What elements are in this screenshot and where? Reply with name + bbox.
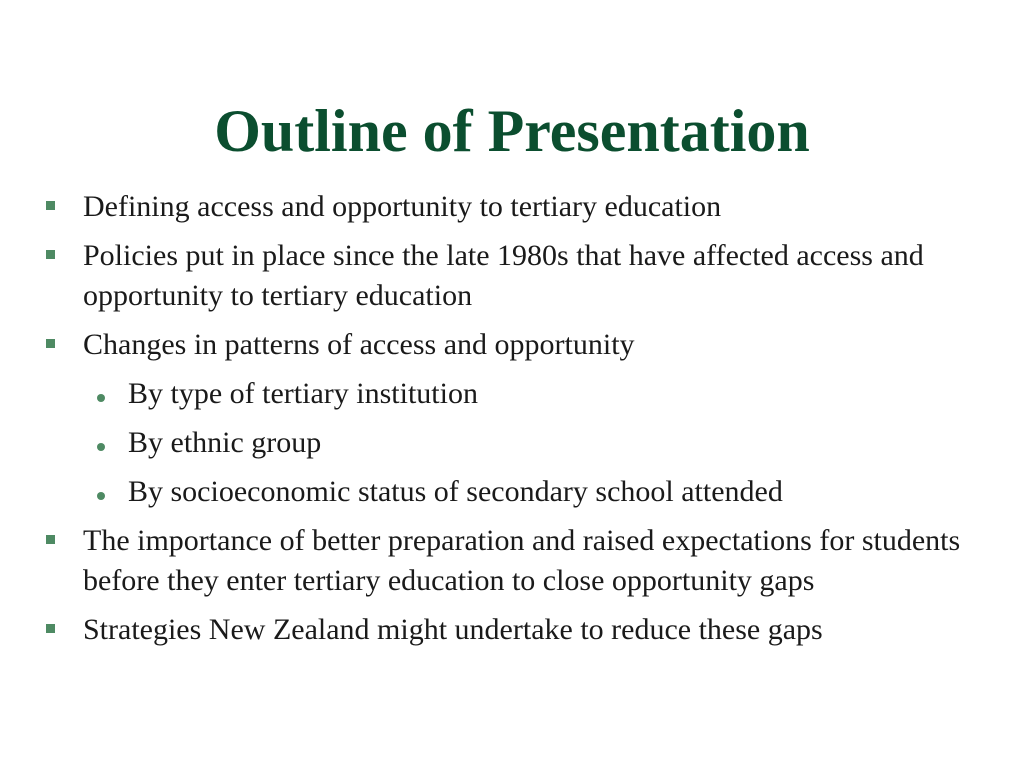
bullet-text: The importance of better preparation and raised expectations for students before they enter tertiary education to close opportunity gaps — [83, 524, 961, 597]
bullet-text: Policies put in place since the late 1980s that have affected access and opportunity to tertiary education — [83, 239, 924, 312]
bullet-item — [0, 521, 1024, 601]
slide-title: Outline of Presentation — [214, 98, 810, 164]
bullet-item — [0, 187, 1024, 227]
bullet-text: Defining access and opportunity to tertiary education — [83, 190, 722, 223]
bullet-item — [0, 236, 1024, 316]
bullet-text: Strategies New Zealand might undertake to reduce these gaps — [83, 613, 823, 646]
square-bullet-icon — [46, 535, 55, 544]
sub-bullet-item — [0, 423, 1024, 463]
round-bullet-icon — [97, 443, 105, 451]
sub-bullet-item — [0, 472, 1024, 512]
sub-bullet-item — [0, 374, 1024, 414]
square-bullet-icon — [46, 339, 55, 348]
sub-bullet-text: By type of tertiary institution — [128, 377, 478, 410]
square-bullet-icon — [46, 624, 55, 633]
round-bullet-icon — [97, 492, 105, 500]
square-bullet-icon — [46, 201, 55, 210]
bullet-text: Changes in patterns of access and opportunity — [83, 328, 635, 361]
bullet-item — [0, 325, 1024, 365]
sub-bullet-text: By ethnic group — [128, 426, 322, 459]
bullet-list — [0, 187, 1024, 659]
bullet-item — [0, 610, 1024, 650]
round-bullet-icon — [97, 394, 105, 402]
sub-bullet-text: By socioeconomic status of secondary school attended — [128, 475, 783, 508]
square-bullet-icon — [46, 250, 55, 259]
